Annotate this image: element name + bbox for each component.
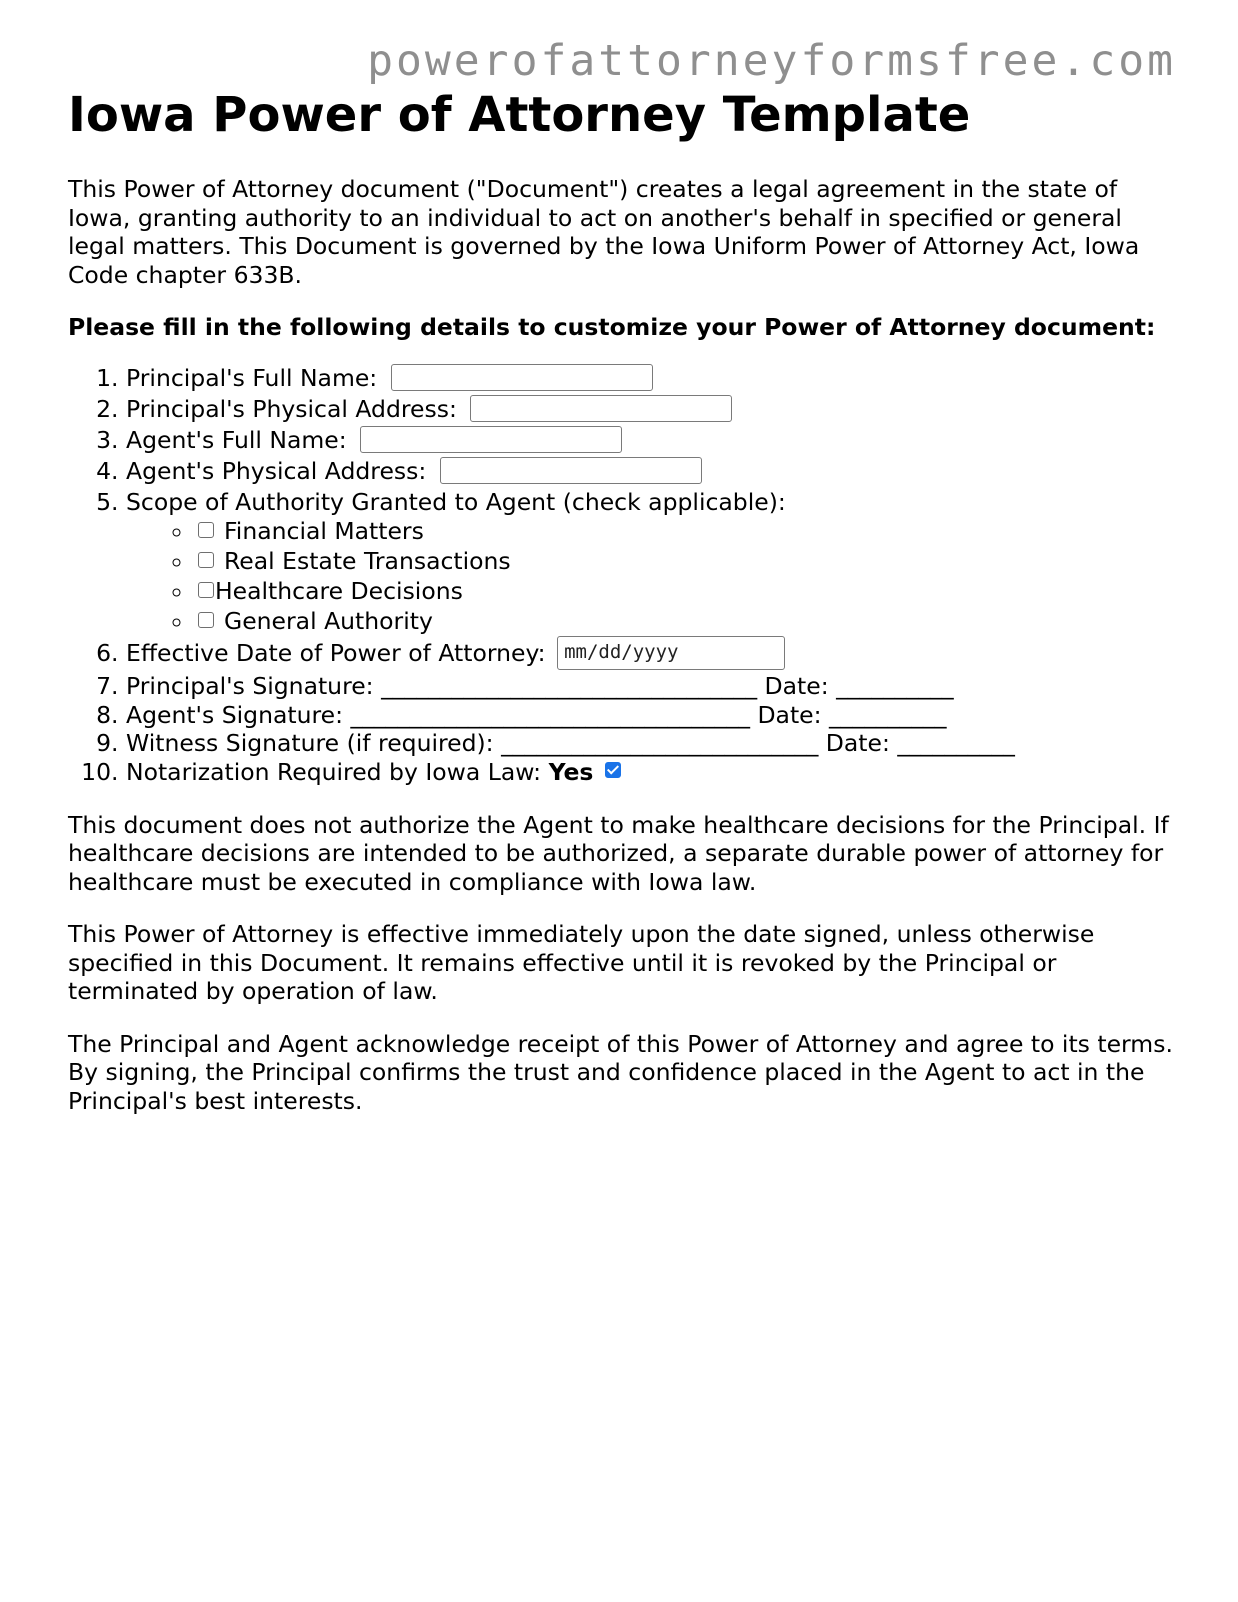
scope-option-real-estate — [194, 546, 1178, 576]
agent-name-input[interactable] — [360, 426, 622, 453]
document-body — [68, 85, 1178, 1115]
agent-name-row — [126, 425, 1178, 456]
effective-date-label: Effective Date of Power of Attorney: — [126, 639, 546, 668]
agent-address-row — [126, 456, 1178, 487]
healthcare-disclaimer-paragraph: This document does not authorize the Agent to make healthcare decisions for the Principal. If healthcare decisions are intended to be authorized, a separate durable power of attorney for healthcare must be executed in compliance with Iowa law. — [68, 810, 1169, 896]
real-estate-checkbox[interactable] — [198, 552, 214, 568]
healthcare-decisions-label: Healthcare Decisions — [215, 577, 463, 606]
financial-matters-checkbox[interactable] — [198, 522, 214, 538]
form-fields-list — [68, 363, 1178, 787]
principal-name-input[interactable] — [391, 364, 653, 391]
effective-period-paragraph: This Power of Attorney is effective immediately upon the date signed, unless otherwise specified in this Document. It remains effective until it is revoked by the Principal or terminated by operation of law. — [68, 920, 1095, 1006]
site-watermark: powerofattorneyformsfree.com — [367, 36, 1176, 86]
agent-name-label: Agent's Full Name: — [126, 426, 347, 455]
healthcare-decisions-checkbox[interactable] — [198, 582, 214, 598]
intro-paragraph: This Power of Attorney document ("Document") creates a legal agreement in the state of Iowa, granting authority to an individual to act on another's behalf in specified or general legal matters. This Document is governed by the Iowa Uniform Power of Attorney Act, Iowa Code chapter 633B. — [68, 175, 1140, 289]
principal-name-label: Principal's Full Name: — [126, 363, 378, 392]
agent-signature-line — [126, 701, 1178, 730]
scope-options-list — [126, 516, 1178, 636]
effective-date-row — [126, 636, 1178, 672]
agent-address-input[interactable] — [440, 457, 702, 484]
scope-option-financial — [194, 516, 1178, 546]
principal-signature-text: Principal's Signature: ________________________________ Date: __________ — [126, 672, 954, 701]
principal-name-row — [126, 363, 1178, 394]
scope-option-healthcare — [194, 576, 1178, 606]
instructions-heading: Please fill in the following details to customize your Power of Attorney document: — [68, 313, 1156, 341]
witness-signature-line — [126, 729, 1178, 758]
effective-date-input[interactable]: mm/dd/yyyy — [557, 636, 785, 670]
general-authority-checkbox[interactable] — [198, 612, 214, 628]
principal-address-row — [126, 394, 1178, 425]
financial-matters-label: Financial Matters — [224, 517, 424, 546]
acknowledgment-paragraph: The Principal and Agent acknowledge receipt of this Power of Attorney and agree to its terms. By signing, the Principal confirms the trust and confidence placed in the Agent to act in the Principal's best interests. — [68, 1029, 1173, 1115]
real-estate-label: Real Estate Transactions — [224, 547, 511, 576]
scope-label: Scope of Authority Granted to Agent (check applicable): — [126, 487, 786, 516]
notarization-label: Notarization Required by Iowa Law: — [126, 757, 542, 786]
page-title: Iowa Power of Attorney Template — [68, 87, 971, 143]
agent-signature-text: Agent's Signature: __________________________________ Date: __________ — [126, 700, 947, 729]
notarization-row — [126, 758, 1178, 787]
notarization-value: Yes — [548, 757, 594, 786]
scope-option-general — [194, 606, 1178, 636]
witness-signature-text: Witness Signature (if required): ___________________________ Date: __________ — [126, 729, 1015, 758]
notarization-checkbox[interactable] — [605, 762, 621, 778]
agent-address-label: Agent's Physical Address: — [126, 457, 427, 486]
principal-signature-line — [126, 672, 1178, 701]
principal-address-input[interactable] — [470, 395, 732, 422]
scope-row — [126, 488, 1178, 637]
principal-address-label: Principal's Physical Address: — [126, 394, 457, 423]
general-authority-label: General Authority — [224, 607, 433, 636]
